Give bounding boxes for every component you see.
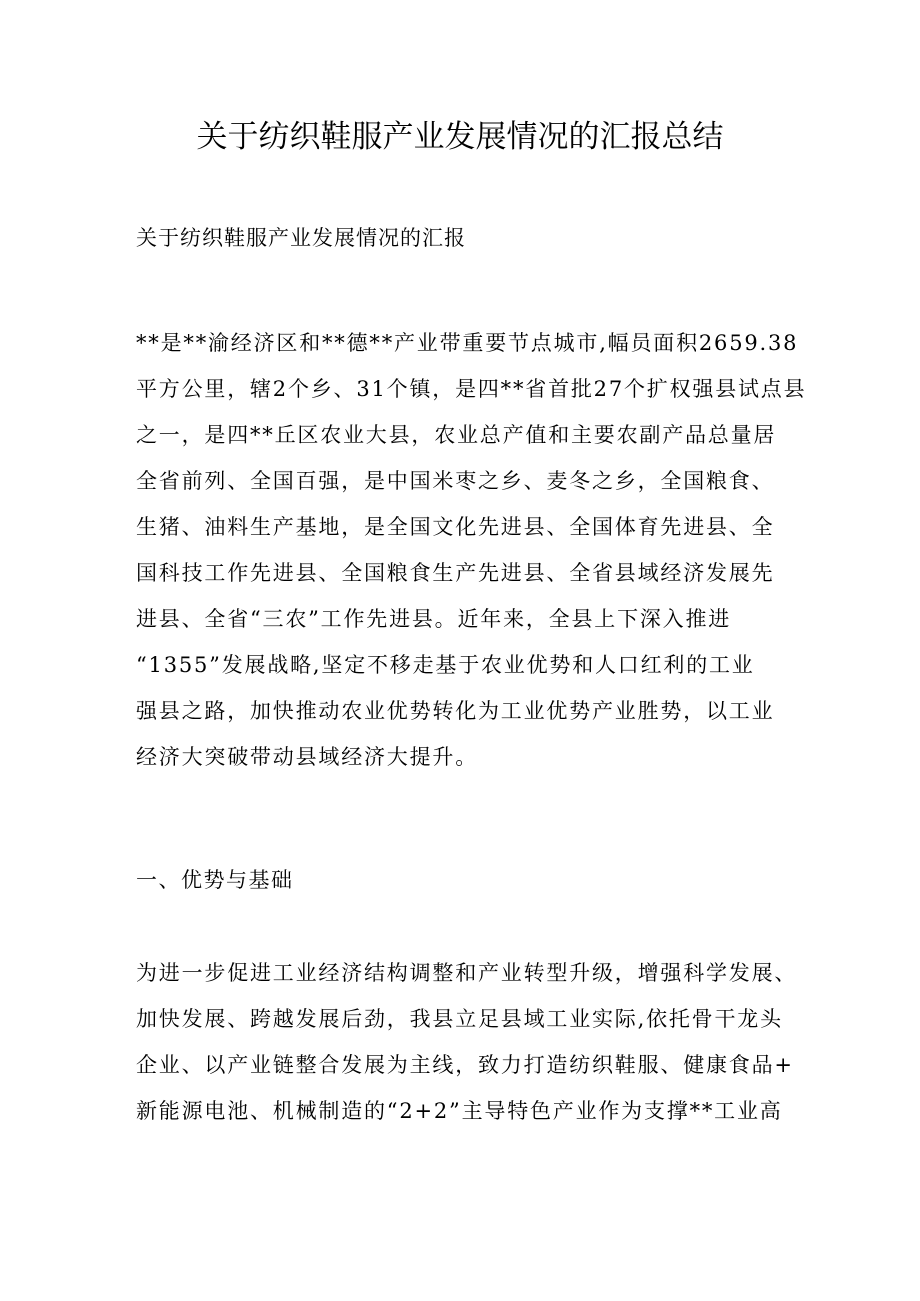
paragraph-line: 平方公里，辖2个乡、31个镇，是四**省首批27个扩权强县试点县 [136,377,807,401]
paragraph-line: 企业、以产业链整合发展为主线，致力打造纺织鞋服、健康食品+ [136,1053,794,1077]
paragraph-line: 全省前列、全国百强，是中国米枣之乡、麦冬之乡，全国粮食、 [136,469,775,493]
paragraph-line: **是**渝经济区和**德**产业带重要节点城市,幅员面积2659.38 [136,331,799,355]
paragraph-line: 进县、全省“三农”工作先进县。近年来，全县上下深入推进 [136,607,732,631]
paragraph-line: 为进一步促进工业经济结构调整和产业转型升级，增强科学发展、 [136,961,798,985]
document-subtitle: 关于纺织鞋服产业发展情况的汇报 [136,226,466,250]
paragraph-line: “1355”发展战略,坚定不移走基于农业优势和人口红利的工业 [136,653,755,677]
paragraph-line: 国科技工作先进县、全国粮食生产先进县、全省县域经济发展先 [136,561,775,585]
section-heading: 一、优势与基础 [136,868,294,892]
paragraph-advantages [136,950,796,1134]
paragraph-line: 生猪、油料生产基地，是全国文化先进县、全国体育先进县、全 [136,515,775,539]
paragraph-line: 强县之路，加快推动农业优势转化为工业优势产业胜势，以工业 [136,699,775,723]
paragraph-line: 加快发展、跨越发展后劲，我县立足县域工业实际,依托骨干龙头 [136,1007,783,1031]
paragraph-line: 新能源电池、机械制造的“2+2”主导特色产业作为支撑**工业高 [136,1099,783,1123]
paragraph-line: 之一，是四**丘区农业大县，农业总产值和主要农副产品总量居 [136,423,777,447]
document-title: 关于纺织鞋服产业发展情况的汇报总结 [196,119,724,155]
paragraph-line: 经济大突破带动县域经济大提升。 [136,745,478,769]
paragraph-intro [136,320,807,780]
